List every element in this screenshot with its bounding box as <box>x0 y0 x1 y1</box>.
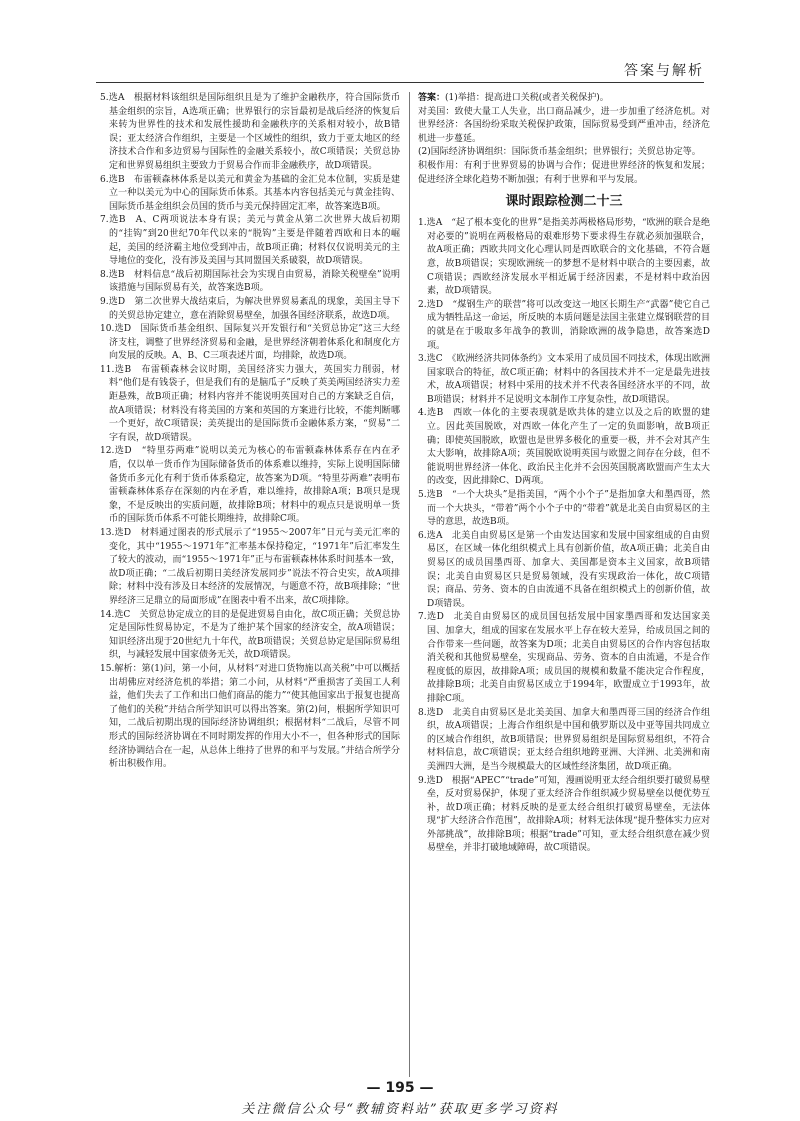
answer-item-5: 5.选A 根据材料该组织是国际组织且是为了维护金融秩序，符合国际货币基金组织的宗旨，A选项正确；世界银行的宗旨最初是战后经济的恢复后来转为世界性的技术和发展性援助和金融秩序的关系相对较小，故B错误；亚太经济合作组织，主要是一个区域性的组织，致力于亚太地区的经济技术合作和多边贸易与国际性的金融关系较小，故C项错误；关贸总协定和世界贸易组织主要致力于贸易合作而非金融秩序，故D项错误。 <box>100 93 400 171</box>
header-rule <box>96 82 704 83</box>
answer-item-15: 15.解析：第(1)问，第一小问，从材料“对进口货物施以高关税”中可以概括出胡佛应对经济危机的举措；第二小问，从材料“严重损害了美国工人利益，他们失去了工作和出口他们商品的能力”“使其他国家出于报复也提高了他们的关税”并结合所学知识可以得出答案。第(2)问，根据所学知识可知，二战后初期出现的国际经济协调组织；根据材料“二战后，尽管不同形式的国际经济协调在不同时期发挥的作用大小不一，但各种形式的国际经济协调结合在一起，从总体上维持了世界的和平与发展。”并结合所学分析出积极作用。 <box>100 663 400 770</box>
page-number: — 195 — <box>366 1080 434 1096</box>
test-item-5: 5.选B “一个大块头”是指美国，“两个小个子”是指加拿大和墨西哥，然而一个大块头，“带着”两个小个子中的“带着”就是北美自由贸易区的主导的意思，故选B项。 <box>418 490 710 528</box>
test-item-7: 7.选D 北美自由贸易区的成员国包括发展中国家墨西哥和发达国家美国、加拿大，组成的国家在发展水平上存在较大差异，给成员国之间的合作带来一些问题，故答案为D项；北美自由贸易区的合作内容包括取消关税和其他贸易壁垒，实现商品、劳务、资本的自由流通，不是合作程度低的原因，故排除A项；成员国的规模和数量不能决定合作程度，故排除B项；北美自由贸易区成立于1994年，欧盟成立于1993年，故排除C项。 <box>418 612 710 704</box>
test-item-2: 2.选D “煤钢生产的联营”将可以改变这一地区长期生产“武器”使它自己成为牺牲品这一命运，所反映的本质问题是法国主张建立煤钢联营的目的就是在于吸取多年战争的教训，消除欧洲的战争隐患，故答案选D项。 <box>418 299 710 351</box>
answer-line-1: 答案：(1)举措：提高进口关税(或者关税保护)。 <box>418 93 609 103</box>
answer-line-3: (2)国际经济协调组织：国际货币基金组织；世界银行；关贸总协定等。 <box>418 147 701 158</box>
test-item-4: 4.选B 西欧一体化的主要表现就是欧共体的建立以及之后的欧盟的建立。因此英国脱欧，对西欧一体化产生了一定的负面影响，故B项正确；即使英国脱欧，欧盟也是世界多极化的重要一极，并不会对其产生太大影响，故排除A项；英国脱欧说明英国与欧盟之间存在分歧，但不能说明世界经济一体化、政治民主化并不会因英国脱离欧盟而产生太大的改变，因此排除C、D两项。 <box>418 408 710 487</box>
section-title: 课时跟踪检测二十三 <box>505 194 623 210</box>
answer-item-10: 10.选D 国际货币基金组织、国际复兴开发银行和“关贸总协定”这三大经济支柱，调整了世界经济贸易和金融，是世界经济朝着体系化和制度化方向发展的反映。A、B、C三项表述片面，均排除，故选D项。 <box>100 324 400 362</box>
answer-item-6: 6.选B 布雷顿森林体系是以美元和黄金为基础的金汇兑本位制，实质是建立一种以美元为中心的国际货币体系。其基本内容包括美元与黄金挂钩、国际货币基金组织会员国的货币与美元保持固定汇率，故答案选B项。 <box>100 174 400 212</box>
right-column <box>418 92 710 856</box>
test-item-6: 6.选A 北美自由贸易区是第一个由发达国家和发展中国家组成的自由贸易区，在区域一体化组织模式上具有创新价值，故A项正确；北美自由贸易区的成员国墨西哥、加拿大、美国都是资本主义国家，故B项错误；北美自由贸易区只是贸易领域，没有实现政治一体化，故C项错误；商品、劳务、资本的自由流通不具备在组织模式上的创新价值，故D项错误。 <box>418 530 710 609</box>
header-title: 答案与解析 <box>624 63 704 79</box>
footer-note: 关注微信公众号“教辅资料站”获取更多学习资料 <box>241 1102 559 1117</box>
answer-block <box>418 92 710 187</box>
answer-item-7: 7.选B A、C两项说法本身有误；美元与黄金从第二次世界大战后初期的“挂钩”到20世纪70年代以来的“脱钩”主要是伴随着西欧和日本的崛起，美国的经济霸主地位受到冲击，故B项正确；材料仅仅说明美元的主导地位的变化，没有涉及美国与其同盟国关系破裂，故D项错误。 <box>100 215 400 267</box>
answer-item-11: 11.选B 布雷顿森林会议时期，美国经济实力强大，英国实力削弱，材料“他们是有钱袋子，但是我们有的是脑瓜子”反映了英美两国经济实力差距悬殊，故B项正确；材料内容并不能说明英国对自己的方案缺乏自信，故A项错误；材料没有将美国的方案和英国的方案进行比较，不能判断哪一个更好，故C项错误；美英提出的是国际货币金融体系方案，“贸易”二字有误，故D项错误。 <box>100 364 400 443</box>
test-item-3: 3.选C 《欧洲经济共同体条约》文本采用了成员国不同技术，体现出欧洲国家联合的特征，故C项正确；材料中的各国技术并不一定是最先进技术，故A项错误；材料中采用的技术并不代表各国经济水平的不同，故B项错误；材料并不足说明文本制作工序复杂性，故D项错误。 <box>418 354 710 405</box>
answer-item-14: 14.选C 关贸总协定成立的目的是促进贸易自由化，故C项正确；关贸总协定是国际性贸易协定，不是为了维护某个国家的经济安全，故A项错误；知识经济出现于20世纪九十年代，故B项错误；关贸总协定是国际贸易组织，与减轻发展中国家债务无关，故D项错误。 <box>100 609 400 661</box>
column-divider <box>409 92 410 1077</box>
test-item-8: 8.选D 北美自由贸易区是北美美国、加拿大和墨西哥三国的经济合作组织，故A项错误；上海合作组织是中国和俄罗斯以及中亚等国共同成立的区域合作组织，故B项错误；世界贸易组织是国际贸易组织，不符合材料信息，故C项错误；亚太经合组织地跨亚洲、大洋洲、北美洲和南美洲四大洲，是当今规模最大的区域性经济集团，故D项正确。 <box>418 707 710 772</box>
answer-line-2: 对美国：致使大量工人失业，出口商品减少，进一步加重了经济危机。对世界经济：各国纷纷采取关税保护政策，国际贸易受到严重冲击，经济危机进一步蔓延。 <box>418 106 710 144</box>
answer-item-9: 9.选D 第二次世界大战结束后，为解决世界贸易紊乱的现象，美国主导下的关贸总协定建立，意在消除贸易壁垒，加强各国经济联系，故选D项。 <box>100 296 400 321</box>
answer-item-8: 8.选B 材料信息“战后初期国际社会为实现自由贸易，消除关税壁垒”说明该措施与国际贸易有关，故答案选B项。 <box>100 269 400 294</box>
left-column <box>100 92 400 772</box>
test-item-9: 9.选D 根据“APEC”“trade”可知，漫画说明亚太经合组织要打破贸易壁垒，反对贸易保护，体现了亚太经济合作组织减少贸易壁垒以便优势互补，故D项正确；材料反映的是亚太经合组织打破贸易壁垒，无法体现“扩大经济合作范围”，故排除A项；材料无法体现“提升整体实力应对外部挑战”，故排除B项；根据“trade”可知，亚太经合组织意在减少贸易壁垒，并非打破地域障碍，故C项错误。 <box>418 775 710 854</box>
answer-line-4: 积极作用：有利于世界贸易的协调与合作；促进世界经济的恢复和发展；促进经济全球化趋势不断加强；有利于世界和平与发展。 <box>418 160 710 185</box>
answer-lead: 答案： <box>418 93 446 103</box>
answer-item-12: 12.选D “特里芬两难”说明以美元为核心的布雷顿森林体系存在内在矛盾，仅以单一货币作为国际储备货币的体系难以维持，实际上说明国际储备货币多元化有利于货币体系稳定，故答案为D项。“特里芬两难”表明布雷顿森林体系存在深刻的内在矛盾，难以维持，故排除A项；B项只是现象，不是反映出的实质问题，故排除B项；材料中的观点只是说明单一货币的国际货币体系不可能长期维持，故排除C项。 <box>100 446 400 525</box>
test-item-1: 1.选A “起了根本变化的世界”是指美苏两极格局形势，“欧洲的联合是绝对必要的”说明在两极格局的艰难形势下要求得生存就必须加强联合，故A项正确；西欧共同文化心理认同是西欧联合的文化基础，不符合题意，故B项错误；实现欧洲统一的梦想不是材料中联合的主要因素，故C项错误；西欧经济发展水平相近属于经济因素，不是材料中政治因素，故D项错误。 <box>418 218 710 297</box>
answer-item-13: 13.选D 材料通过图表的形式展示了“1955～2007年”日元与美元汇率的变化，其中“1955～1971年”汇率基本保持稳定，“1971年”后汇率发生了较大的波动，而“1955～1971年”正与布雷顿森林体系时间基本一致，故D项正确；“二战后初期日美经济发展同步”说法不符合史实，故A项排除；材料中没有涉及日本经济的发展情况，与题意不符，故B项排除；“世界经济三足鼎立的局面形成”在图表中看不出来，故C项排除。 <box>100 528 400 606</box>
